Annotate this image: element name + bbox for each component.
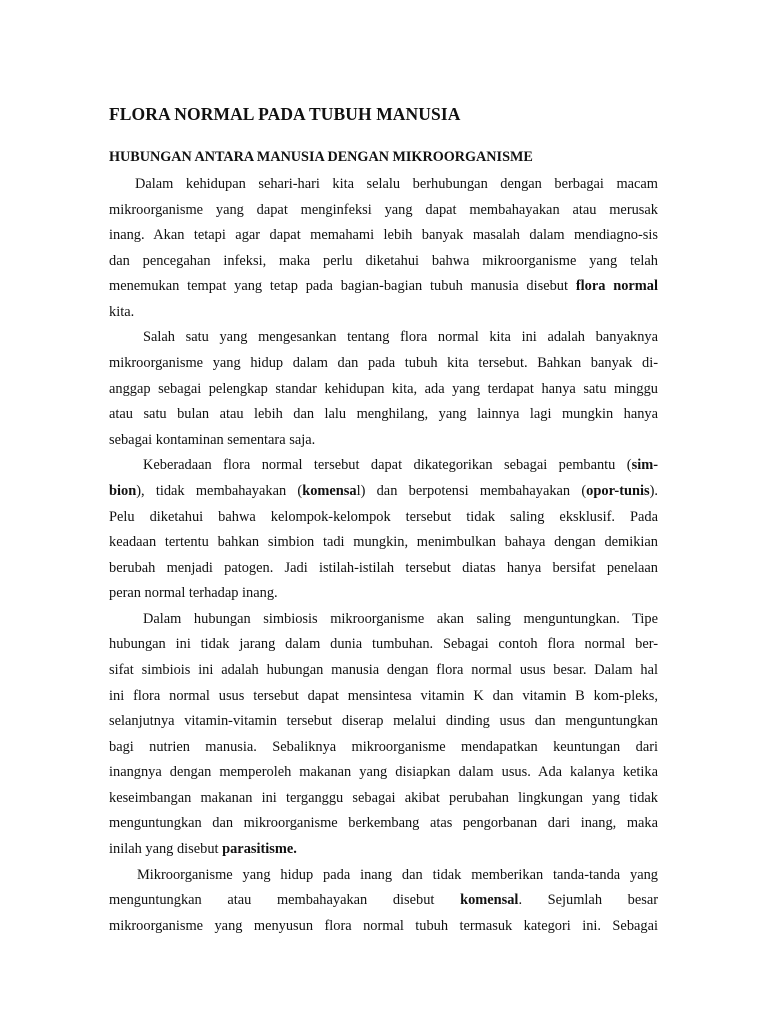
text-run: menguntungkan dan mikroorganisme berkembang atas pengorbanan dari inang, maka bbox=[109, 815, 658, 832]
text-run: Dalam kehidupan sehari-hari kita selalu berhubungan dengan berbagai macam bbox=[135, 176, 658, 192]
bold-term: komensa bbox=[302, 482, 357, 499]
text-line bbox=[109, 249, 658, 275]
text-line bbox=[109, 479, 658, 505]
text-run: hubungan ini tidak jarang dalam dunia tumbuhan. Sebagai contoh flora normal ber- bbox=[109, 636, 658, 653]
text-line bbox=[109, 760, 658, 786]
text-run: menguntungkan atau membahayakan disebut bbox=[109, 892, 461, 909]
text-line bbox=[109, 888, 658, 914]
text-run: mikroorganisme yang hidup dalam dan pada tubuh kita tersebut. Bahkan banyak di- bbox=[109, 355, 658, 372]
text-run: inilah yang disebut bbox=[109, 841, 223, 858]
text-run: inangnya dengan memperoleh makanan yang disiapkan dalam usus. Ada kalanya ketika bbox=[109, 764, 658, 781]
text-line bbox=[109, 351, 658, 377]
text-run: inang. Akan tetapi agar dapat memahami lebih banyak masalah dalam mendiagno-sis bbox=[109, 227, 658, 244]
document-title: FLORA NORMAL PADA TUBUH MANUSIA bbox=[109, 104, 461, 124]
text-line bbox=[109, 581, 658, 607]
text-line bbox=[109, 198, 658, 224]
text-line bbox=[109, 632, 658, 658]
text-line bbox=[109, 556, 658, 582]
text-line bbox=[109, 505, 658, 531]
text-line bbox=[109, 300, 658, 326]
text-line bbox=[109, 607, 658, 633]
bold-term: sim- bbox=[631, 457, 658, 474]
text-line bbox=[109, 428, 658, 454]
text-run: anggap sebagai pelengkap standar kehidupan kita, ada yang terdapat hanya satu minggu bbox=[109, 380, 658, 397]
text-run: menemukan tempat yang tetap pada bagian-bagian tubuh manusia disebut bbox=[109, 278, 576, 295]
text-line bbox=[109, 223, 658, 249]
body-text bbox=[109, 172, 658, 939]
bold-term: komensal bbox=[460, 892, 519, 909]
text-run: ), tidak membahayakan ( bbox=[136, 482, 303, 499]
text-line bbox=[109, 530, 658, 556]
text-run: mikroorganisme yang dapat menginfeksi yang dapat membahayakan atau merusak bbox=[109, 201, 658, 218]
text-run: keseimbangan makanan ini terganggu sebagai akibat perubahan lingkungan yang tidak bbox=[109, 789, 658, 806]
text-run: ini flora normal usus tersebut dapat mensintesa vitamin K dan vitamin B kom-pleks, bbox=[109, 687, 658, 704]
text-run: selanjutnya vitamin-vitamin tersebut diserap melalui dinding usus dan menguntungkan bbox=[109, 713, 658, 730]
text-run: berubah menjadi patogen. Jadi istilah-istilah tersebut diatas hanya bersifat penelaan bbox=[109, 559, 658, 576]
text-line bbox=[109, 377, 658, 403]
text-line bbox=[109, 811, 658, 837]
text-run: mikroorganisme yang menyusun flora normal tubuh termasuk kategori ini. Sebagai bbox=[109, 917, 658, 934]
text-line bbox=[109, 709, 658, 735]
bold-term: parasitisme. bbox=[222, 841, 297, 858]
text-line bbox=[109, 863, 658, 889]
text-line bbox=[109, 658, 658, 684]
text-run: peran normal terhadap inang. bbox=[109, 585, 278, 602]
text-run: Mikroorganisme yang hidup pada inang dan tidak memberikan tanda-tanda yang bbox=[137, 866, 658, 883]
text-run: Pelu diketahui bahwa kelompok-kelompok tersebut tidak saling eksklusif. Pada bbox=[109, 508, 658, 525]
text-run: sifat simbiois ini adalah hubungan manusia dengan flora normal usus besar. Dalam hal bbox=[109, 661, 658, 678]
text-run: Dalam hubungan simbiosis mikroorganisme akan saling menguntungkan. Tipe bbox=[143, 610, 658, 627]
text-line bbox=[109, 837, 658, 863]
bold-term: bion bbox=[109, 482, 137, 499]
text-line bbox=[109, 684, 658, 710]
text-run: l) dan berpotensi membahayakan ( bbox=[356, 482, 587, 499]
text-run: kita. bbox=[109, 303, 135, 320]
text-run: ). bbox=[649, 482, 658, 499]
text-run: Salah satu yang mengesankan tentang flora normal kita ini adalah banyaknya bbox=[143, 329, 658, 346]
text-line bbox=[109, 325, 658, 351]
text-line bbox=[109, 786, 658, 812]
text-line bbox=[109, 735, 658, 761]
bold-term: flora normal bbox=[575, 278, 658, 295]
section-heading: HUBUNGAN ANTARA MANUSIA DENGAN MIKROORGANISME bbox=[109, 149, 533, 165]
text-line bbox=[109, 274, 658, 300]
text-line bbox=[109, 172, 658, 198]
text-run: . Sejumlah besar bbox=[518, 892, 658, 909]
text-line bbox=[109, 453, 658, 479]
bold-term: opor-tunis bbox=[586, 482, 650, 499]
text-run: bagi nutrien manusia. Sebaliknya mikroorganisme mendapatkan keuntungan dari bbox=[109, 738, 658, 755]
text-run: dan pencegahan infeksi, maka perlu diketahui bahwa mikroorganisme yang telah bbox=[109, 252, 658, 269]
text-run: Keberadaan flora normal tersebut dapat dikategorikan sebagai pembantu ( bbox=[143, 457, 632, 474]
text-line bbox=[109, 914, 658, 940]
text-run: keadaan tertentu bahkan simbion tadi mungkin, menimbulkan bahaya dengan demikian bbox=[109, 534, 658, 551]
text-run: sebagai kontaminan sementara saja. bbox=[109, 431, 316, 448]
text-run: atau satu bulan atau lebih dan lalu menghilang, yang lainnya lagi mungkin hanya bbox=[109, 406, 658, 423]
text-line bbox=[109, 402, 658, 428]
